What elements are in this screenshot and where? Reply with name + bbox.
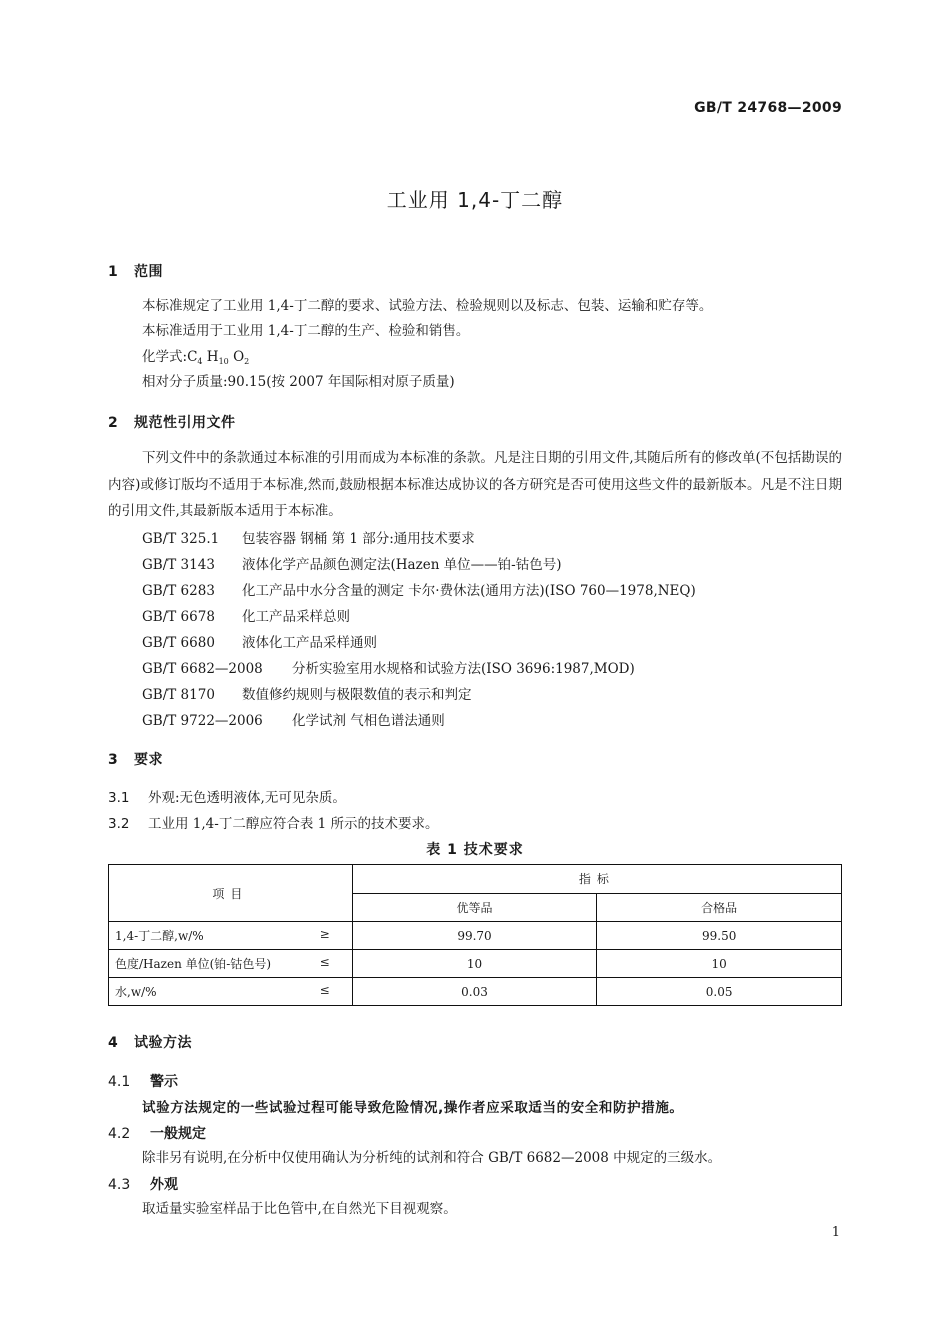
table-cell-grade2: 99.50	[597, 922, 842, 950]
scope-paragraph-1: 本标准规定了工业用 1,4-丁二醇的要求、试验方法、检验规则以及标志、包装、运输和贮存等。	[142, 298, 713, 314]
scope-paragraph-2: 本标准适用于工业用 1,4-丁二醇的生产、检验和销售。	[142, 323, 470, 339]
ref-code: GB/T 6678	[142, 609, 215, 625]
clause-3-1	[108, 788, 346, 808]
comparison-sign: ≤	[319, 955, 330, 969]
table-header-item: 项目	[109, 865, 353, 922]
clause-number: 4.3	[108, 1177, 131, 1193]
table-row	[109, 950, 842, 978]
table-cell-grade2: 0.05	[597, 978, 842, 1006]
section-title: 规范性引用文件	[134, 415, 236, 431]
section-title: 范围	[134, 264, 163, 280]
ref-item	[142, 631, 377, 651]
table-header-grade2: 合格品	[597, 893, 842, 922]
warning-text: 试验方法规定的一些试验过程可能导致危险情况,操作者应采取适当的安全和防护措施。	[142, 1100, 684, 1116]
clause-4-1-heading	[108, 1071, 178, 1091]
ref-code: GB/T 325.1	[142, 531, 220, 547]
document-title: 工业用 1,4-丁二醇	[386, 188, 564, 212]
clause-title: 外观	[150, 1177, 178, 1193]
comparison-sign: ≥	[319, 927, 330, 941]
ref-title: 化工产品采样总则	[242, 609, 350, 625]
ref-code: GB/T 8170	[142, 687, 215, 703]
clause-title: 一般规定	[150, 1126, 206, 1142]
section-number: 1	[108, 264, 119, 280]
formula-h-count: 10	[218, 357, 229, 366]
table-cell-grade1: 10	[352, 950, 597, 978]
normative-refs-intro: 下列文件中的条款通过本标准的引用而成为本标准的条款。凡是注日期的引用文件,其随后所有的修改单(不包括勘误的内容)或修订版均不适用于本标准,然而,鼓励根据本标准达成协议的各方研究是否可使用这些文件的最新版本。凡是不注日期的引用文件,其最新版本适用于本标准。	[108, 450, 842, 519]
item-name: 1,4-丁二醇,w/%	[115, 929, 204, 943]
section-3-heading	[108, 749, 163, 769]
appearance-method-text: 取适量实验室样品于比色管中,在自然光下目视观察。	[142, 1201, 457, 1217]
table-header-grade1: 优等品	[352, 893, 597, 922]
ref-title: 化工产品中水分含量的测定 卡尔·费休法(通用方法)(ISO 760—1978,NEQ)	[242, 583, 696, 599]
item-name: 水,w/%	[115, 985, 157, 999]
ref-title: 数值修约规则与极限数值的表示和判定	[242, 687, 472, 703]
table-cell-grade1: 99.70	[352, 922, 597, 950]
ref-title: 包装容器 钢桶 第 1 部分:通用技术要求	[242, 531, 475, 547]
section-number: 2	[108, 415, 119, 431]
section-title: 试验方法	[134, 1035, 192, 1051]
ref-code: GB/T 9722—2006	[142, 713, 263, 729]
formula-c: C	[187, 349, 198, 365]
ref-title: 液体化学产品颜色测定法(Hazen 单位——铂-钴色号)	[242, 557, 562, 573]
chemical-formula	[142, 347, 249, 372]
formula-o-count: 2	[244, 357, 250, 366]
ref-code: GB/T 6682—2008	[142, 661, 263, 677]
clause-4-3-heading	[108, 1174, 178, 1194]
clause-number: 4.2	[108, 1126, 131, 1142]
clause-number: 3.2	[108, 816, 130, 832]
formula-h: H	[206, 349, 219, 365]
molecular-mass: 相对分子质量:90.15(按 2007 年国际相对原子质量)	[142, 374, 455, 390]
ref-code: GB/T 3143	[142, 557, 215, 573]
ref-item	[142, 709, 445, 729]
ref-code: GB/T 6680	[142, 635, 215, 651]
table-cell-item	[109, 950, 353, 978]
ref-title: 化学试剂 气相色谱法通则	[292, 713, 445, 729]
clause-number: 3.1	[108, 790, 130, 806]
requirements-table	[108, 864, 842, 1006]
clause-number: 4.1	[108, 1074, 131, 1090]
ref-item	[142, 553, 562, 573]
item-name: 色度/Hazen 单位(铂-钴色号)	[115, 957, 272, 971]
section-number: 4	[108, 1035, 119, 1051]
table-cell-grade2: 10	[597, 950, 842, 978]
table-row	[109, 978, 842, 1006]
ref-title: 分析实验室用水规格和试验方法(ISO 3696:1987,MOD)	[292, 661, 635, 677]
clause-text: 外观:无色透明液体,无可见杂质。	[148, 790, 346, 806]
formula-c-count: 4	[197, 357, 203, 366]
section-title: 要求	[134, 752, 163, 768]
clause-text: 工业用 1,4-丁二醇应符合表 1 所示的技术要求。	[148, 816, 439, 832]
ref-item	[142, 657, 635, 677]
ref-item	[142, 683, 472, 703]
ref-item	[142, 579, 696, 599]
clause-4-2-heading	[108, 1123, 206, 1143]
table-cell-grade1: 0.03	[352, 978, 597, 1006]
clause-title: 警示	[150, 1074, 178, 1090]
page-number: 1	[831, 1225, 840, 1240]
standard-code: GB/T 24768—2009	[694, 100, 842, 116]
table-row	[109, 922, 842, 950]
table-caption: 表 1 技术要求	[426, 842, 524, 858]
ref-title: 液体化工产品采样通则	[242, 635, 377, 651]
section-number: 3	[108, 752, 119, 768]
general-rule-text: 除非另有说明,在分析中仅使用确认为分析纯的试剂和符合 GB/T 6682—2008 中规定的三级水。	[142, 1150, 722, 1166]
clause-3-2	[108, 814, 439, 834]
formula-label: 化学式:	[142, 349, 188, 365]
section-1-heading	[108, 261, 163, 281]
table-cell-item	[109, 922, 353, 950]
comparison-sign: ≤	[319, 983, 330, 997]
table-cell-item	[109, 978, 353, 1006]
ref-code: GB/T 6283	[142, 583, 215, 599]
ref-item	[142, 605, 350, 625]
section-4-heading	[108, 1032, 192, 1052]
section-2-heading	[108, 412, 236, 432]
formula-o: O	[233, 349, 245, 365]
ref-item	[142, 527, 475, 547]
table-header-index: 指标	[352, 865, 841, 894]
